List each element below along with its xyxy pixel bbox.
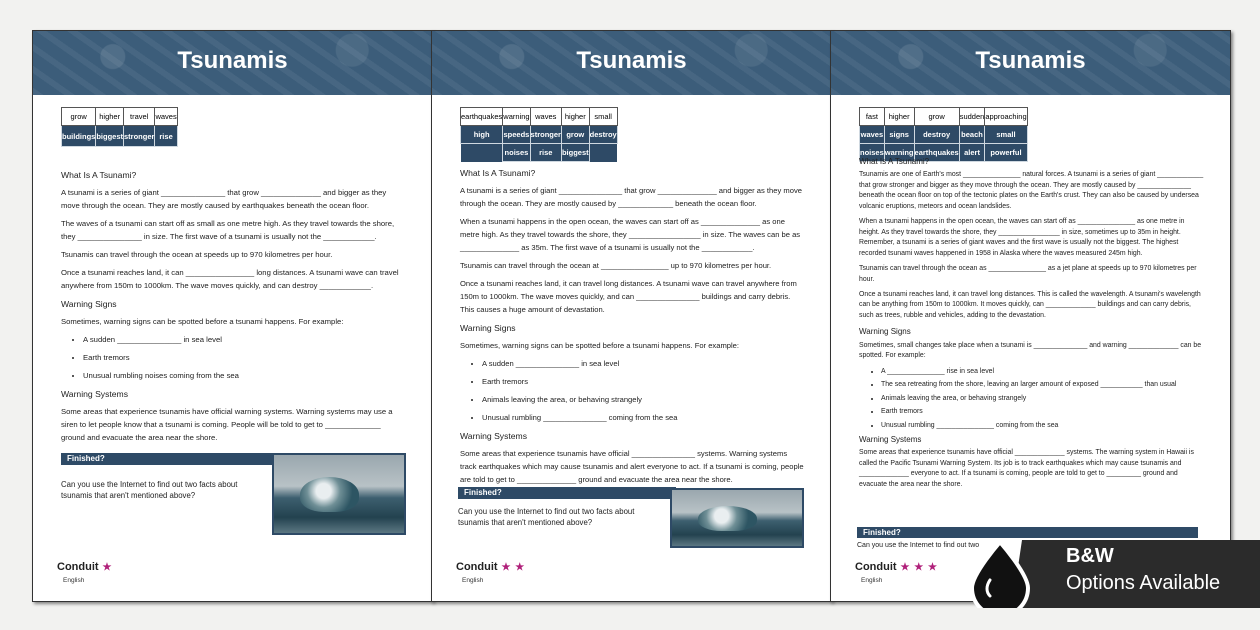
paragraph: Some areas that experience tsunamis have official _____________ systems. The warning system in Hawaii is called the Pacific Tsunami Warning System. Its job is to track earthquakes which may cause tsunamis and _____________ everyone to act. If a tsunami is coming, people are told to get to _________ ground and evacuate the area near the shore. (859, 449, 1194, 488)
paragraph: A tsunami is a series of giant _______________ that grow ______________ and bigger as they move through the ocean. They are mostly caused by _____________ beneath the ocean floor. (460, 185, 802, 208)
list-item: • Unusual rumbling noises coming from the sea (83, 369, 406, 382)
word-bank-cell: beach (959, 126, 985, 144)
sheet-title: Tsunamis (576, 47, 687, 74)
conduit-logo (456, 561, 525, 573)
finished-bar: Finished? (857, 527, 1198, 538)
word-bank-cell: signs (884, 126, 914, 144)
list-item: • Animals leaving the area, or behaving strangely (881, 394, 1204, 404)
word-bank-cell: warning (884, 144, 914, 162)
list-item: • Earth tremors (83, 351, 406, 364)
signs-list (859, 367, 1204, 431)
list-item: • Unusual rumbling _______________ coming from the sea (881, 421, 1204, 431)
paragraph: Once a tsunami reaches land, it can ________________ long distances. A tsunami wave can travel anywhere from 150m to 1000km. The wave moves quickly, and can destroy ____________. (61, 268, 399, 291)
paragraph: When a tsunami happens in the open ocean, the waves can start off as _______________ as one metre in height. As they travel towards the shore, they ________________ in size, sometimes up to 35m in height. Remember, a tsunami is a series of giant waves and the first wave is usually not the biggest. The highest recorded tsunami waves happened in 1958 in Alaska where the waves measured 245m high. (859, 218, 1185, 257)
word-bank-cell: noises (503, 144, 530, 162)
paragraph: Some areas that experience tsunamis have official warning systems. Warning systems may use a siren to let people know that a tsunami is coming. People will be told to get to _____________ ground and evacuate the area near the shore. (61, 406, 393, 443)
paragraph: Tsunamis can travel through the ocean as _______________ as a jet plane at speeds up to 970 kilometres per hour. (859, 265, 1197, 283)
sheet-banner (33, 31, 432, 95)
word-bank-cell: powerful (985, 144, 1027, 162)
worksheet-1 (32, 30, 433, 602)
word-bank-cell: sudden (959, 108, 985, 126)
worksheet-body (859, 156, 1204, 495)
paragraph: Once a tsunami reaches land, it can travel long distances. This is called the wavelength. A tsunami's wavelength can be anything from 150m to 1000km. It moves quickly, can _____________ buildings and can carry debris, such as trees, rubble and vehicles, adding to the devastation. (859, 291, 1201, 319)
sheet-title: Tsunamis (177, 47, 288, 74)
logo-text: Conduit (456, 561, 498, 573)
word-bank-cell: small (589, 108, 617, 126)
section-heading: Warning Systems (460, 431, 528, 442)
word-bank (61, 107, 178, 147)
sheet-title: Tsunamis (975, 47, 1086, 74)
list-item: • The sea retreating from the shore, leaving an larger amount of exposed ___________ than usual (881, 380, 1204, 390)
word-bank-cell: biggest (96, 126, 124, 147)
word-bank-cell: alert (959, 144, 985, 162)
word-bank-cell: destroy (589, 126, 617, 144)
word-bank-cell: higher (96, 108, 124, 126)
worksheet-3 (830, 30, 1231, 602)
paragraph: Tsunamis are one of Earth's most _______________ natural forces. A tsunami is a series of giant ____________ that grow stronger and bigger as they move through the ocean. They are mostly caused by ______________ beneath the ocean floor on top of the tectonic plates on the Earth's crust. They can also be caused by undersea volcanic eruptions, meteors and ocean landslides. (859, 171, 1204, 210)
word-bank-cell: grow (914, 108, 959, 126)
worksheet-body (460, 162, 805, 491)
logo-text: Conduit (855, 561, 897, 573)
finished-text: Can you use the Internet to find out two facts about tsunamis that aren't mentioned above? (458, 507, 635, 527)
word-bank-cell: stronger (124, 126, 155, 147)
paragraph: Tsunamis can travel through the ocean at speeds up to 970 kilometres per hour. (61, 249, 333, 259)
ink-drop-icon (972, 542, 1028, 608)
word-bank-cell: earthquakes (461, 108, 503, 126)
section-heading: Warning Signs (859, 327, 911, 337)
finished-bar: Finished? (458, 487, 676, 499)
sheet-banner (432, 31, 831, 95)
paragraph: Some areas that experience tsunamis have official _______________ systems. Warning systems track earthquakes which may cause tsunamis and alert everyone to act. If a tsunami is coming, people are told to get to ______________ ground and evacuate the area near the shore. (460, 449, 804, 485)
section-heading: Warning Systems (859, 435, 922, 444)
paragraph: Sometimes, warning signs can be spotted before a tsunami happens. For example: (460, 340, 740, 350)
logo-subtitle: English (861, 577, 883, 584)
section-heading: What Is A Tsunami? (61, 170, 137, 180)
section-heading: Warning Systems (61, 389, 129, 400)
worksheet-body (61, 164, 406, 449)
logo-subtitle: English (63, 577, 85, 584)
worksheet-2 (431, 30, 832, 602)
word-bank-cell: earthquakes (914, 144, 959, 162)
finished-bar: Finished? (61, 453, 281, 465)
word-bank-cell: rise (155, 126, 177, 147)
paragraph: Once a tsunami reaches land, it can travel long distances. A tsunami wave can travel anywhere from 150m to 1000km. The wave moves quickly, and can _______________ buildings and carry debris. This causes a huge amount of devastation. (460, 279, 797, 315)
difficulty-stars: ★ ★ ★ (900, 562, 938, 573)
word-bank (859, 107, 1028, 162)
word-bank-cell: higher (561, 108, 589, 126)
word-bank-cell: rise (530, 144, 561, 162)
logo-subtitle: English (462, 577, 484, 584)
list-item: • Earth tremors (482, 375, 805, 388)
word-bank-empty (461, 144, 503, 162)
tsunami-wave-image (670, 488, 804, 548)
paragraph: Tsunamis can travel through the ocean at ________________ up to 970 kilometres per hour. (460, 261, 772, 271)
list-item: • Unusual rumbling _______________ coming from the sea (482, 411, 805, 424)
tsunami-wave-image (272, 453, 406, 535)
word-bank-cell: waves (155, 108, 177, 126)
badge-subtitle: Options Available (1066, 572, 1221, 594)
difficulty-stars: ★ (102, 562, 113, 573)
signs-list (61, 333, 406, 382)
badge-title: B&W (1066, 545, 1114, 567)
sheet-banner (831, 31, 1230, 95)
logo-text: Conduit (57, 561, 99, 573)
list-item: • Earth tremors (881, 407, 1204, 417)
wave-crest (300, 477, 359, 512)
word-bank-cell: buildings (62, 126, 96, 147)
list-item: • Animals leaving the area, or behaving strangely (482, 393, 805, 406)
word-bank-cell: fast (860, 108, 885, 126)
signs-list (460, 357, 805, 424)
finished-text: Can you use the Internet to find out two (857, 542, 980, 549)
word-bank-cell: high (461, 126, 503, 144)
word-bank-cell: waves (530, 108, 561, 126)
word-bank-cell: speeds (503, 126, 530, 144)
paragraph: A tsunami is a series of giant _______________ that grow ______________ and bigger as they move through the ocean. They are mostly caused by earthquakes beneath the ocean floor. (61, 187, 387, 210)
section-heading: Warning Signs (61, 299, 117, 310)
word-bank-cell: higher (884, 108, 914, 126)
wave-crest (698, 506, 757, 531)
list-item: • A sudden _______________ in sea level (83, 333, 406, 346)
word-bank-cell: waves (860, 126, 885, 144)
list-item: • A _______________ rise in sea level (881, 367, 1204, 377)
word-bank-cell: warning (503, 108, 530, 126)
word-bank (460, 107, 618, 162)
word-bank-empty (589, 144, 617, 162)
word-bank-cell: grow (561, 126, 589, 144)
word-bank-cell: approaching (985, 108, 1027, 126)
paragraph: Sometimes, small changes take place when a tsunami is ______________ and warning _____________ can be spotted. For example: (859, 341, 1202, 360)
word-bank-cell: noises (860, 144, 885, 162)
list-item: • A sudden _______________ in sea level (482, 357, 805, 370)
section-heading: What Is A Tsunami? (859, 157, 930, 166)
word-bank-cell: stronger (530, 126, 561, 144)
difficulty-stars: ★ ★ (501, 562, 526, 573)
word-bank-cell: travel (124, 108, 155, 126)
word-bank-cell: grow (62, 108, 96, 126)
paragraph: Sometimes, warning signs can be spotted before a tsunami happens. For example: (61, 316, 344, 326)
section-heading: Warning Signs (460, 323, 516, 334)
section-heading: What Is A Tsunami? (460, 168, 536, 178)
finished-text: Can you use the Internet to find out two facts about tsunamis that aren't mentioned above? (61, 480, 238, 500)
word-bank-cell: destroy (914, 126, 959, 144)
paragraph: The waves of a tsunami can start off as small as one metre high. As they travel towards the shore, they _______________ in size. The first wave of a tsunami is usually not the ____________. (61, 218, 395, 241)
conduit-logo (855, 561, 938, 573)
word-bank-cell: small (985, 126, 1027, 144)
word-bank-cell: biggest (561, 144, 589, 162)
conduit-logo (57, 561, 113, 573)
paragraph: When a tsunami happens in the open ocean, the waves can start off as ______________ as one metre high. As they travel towards the shore, they _________________ in size. The waves can be as ______________ as 35m. The first wave of a tsunami is usually not the ____________. (460, 216, 801, 252)
